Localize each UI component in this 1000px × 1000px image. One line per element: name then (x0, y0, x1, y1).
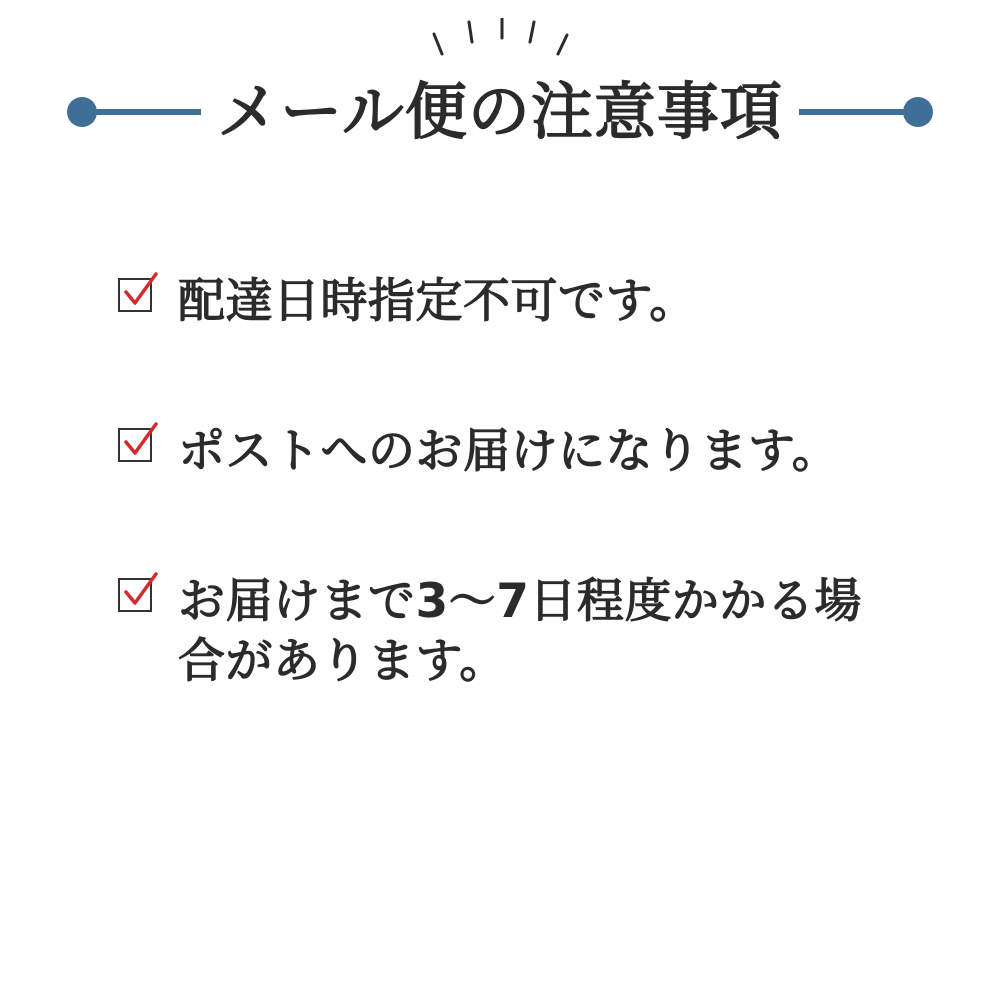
notice-list (118, 272, 918, 693)
notice-text: 配達日時指定不可です。 (178, 274, 697, 329)
sparkle-lines-icon (430, 18, 570, 68)
notice-text: ポストへのお届けになります。 (178, 424, 840, 480)
rule-dot-left (67, 97, 97, 127)
checkbox-checked-icon (118, 428, 158, 468)
rule-dot-right (903, 97, 933, 127)
title-row (0, 72, 1000, 152)
list-item (118, 572, 918, 692)
checkbox-checked-icon (118, 578, 158, 618)
checkbox-checked-icon (118, 278, 158, 318)
notice-text: お届けまで3〜7日程度かかる場合があります。 (178, 574, 862, 690)
list-item (118, 422, 918, 482)
page-header (0, 0, 1000, 200)
page-title: メール便の注意事項 (217, 75, 783, 148)
list-item (118, 272, 918, 332)
horizontal-rule-left (71, 109, 201, 115)
horizontal-rule-right (799, 109, 929, 115)
